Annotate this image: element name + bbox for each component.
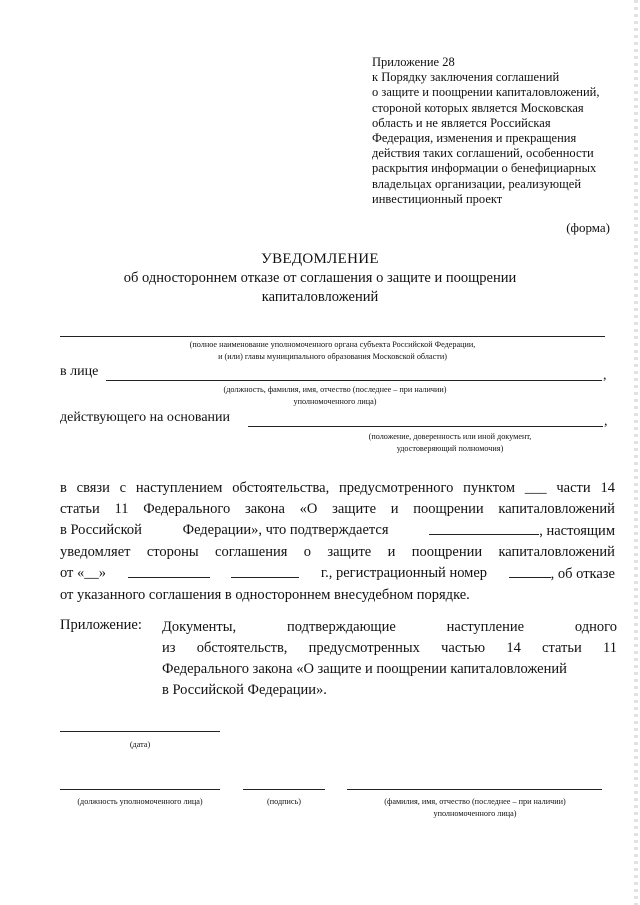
representative-hint [130, 384, 540, 408]
attachment-line [162, 617, 617, 638]
word: частью [441, 640, 486, 656]
appendix-line: к Порядку заключения соглашений [372, 70, 560, 85]
text-fragment: Федерации», что подтверждается [182, 522, 389, 538]
position-hint: (должность уполномоченного лица) [77, 797, 203, 806]
point-number-blank[interactable]: ___ [524, 480, 547, 496]
appendix-line: стороной которых является Московская [372, 100, 584, 115]
date-month-blank[interactable] [128, 563, 210, 585]
full-name-field[interactable] [347, 789, 602, 790]
date-year-blank[interactable] [231, 563, 299, 585]
word: соглашения [215, 544, 288, 560]
word: пунктом [463, 480, 516, 496]
word: и [390, 501, 399, 517]
paragraph-line [60, 563, 615, 585]
document-subtitle-cont: капиталовложений [261, 289, 379, 305]
document-title: УВЕДОМЛЕНИЕ [261, 251, 379, 267]
basis-hint [300, 431, 600, 455]
word: капиталовложений [498, 501, 615, 517]
organ-hint-line: (полное наименование уполномоченного органа субъекта Российской Федерации, [189, 340, 476, 349]
date-field[interactable] [60, 731, 220, 732]
word: 14 [600, 480, 615, 496]
text-fragment: от «__» [60, 565, 107, 581]
word: поощрении [413, 501, 484, 517]
date-hint: (дата) [129, 740, 151, 749]
text-fragment: , об отказе [550, 566, 615, 582]
appendix-reference [372, 55, 622, 207]
organ-hint-line: и (или) главы муниципального образования Московской области) [218, 352, 447, 361]
appendix-line: раскрытия информации о бенефициарных [372, 161, 597, 176]
organ-name-field[interactable] [60, 336, 605, 337]
paragraph-line [60, 542, 615, 563]
attachment-text [162, 617, 617, 701]
attachment-line [162, 659, 617, 680]
v-lice-comma: , [603, 368, 607, 383]
basis-hint-line: (положение, доверенность или иной документ, [368, 432, 532, 441]
text-fragment: Федерального закона «О защите и поощрении капиталовложений [162, 661, 567, 677]
word: части [556, 480, 591, 496]
paragraph-line [60, 499, 615, 520]
word: наступлением [135, 480, 223, 496]
organ-name-hint [60, 339, 605, 363]
word: связи [76, 480, 110, 496]
word: «О [299, 501, 318, 517]
word: обстоятельств, [196, 640, 288, 656]
word: защите [327, 544, 372, 560]
word: одного [574, 619, 617, 635]
word: из [162, 640, 176, 656]
word: о [303, 544, 311, 560]
appendix-line: область и не является Российская [372, 115, 551, 130]
paragraph-line [60, 585, 615, 606]
document-subtitle: об одностороннем отказе от соглашения о защите и поощрении [123, 270, 517, 286]
word: 11 [114, 501, 129, 517]
attachment-line [162, 638, 617, 659]
confirmation-blank[interactable] [429, 520, 615, 542]
signature-hint: (подпись) [267, 797, 301, 806]
word: уведомляет [60, 544, 131, 560]
text-fragment: г., регистрационный номер [320, 565, 488, 581]
text-fragment: в Российской Федерации». [162, 682, 327, 698]
notice-paragraph [60, 478, 615, 606]
person-hint-line: (должность, фамилия, имя, отчество (последнее – при наличии) [223, 385, 447, 394]
position-field[interactable] [60, 789, 220, 790]
v-lice-label: в лице [60, 364, 99, 379]
registration-number-blank[interactable] [509, 563, 615, 585]
form-marker: (форма) [566, 220, 610, 235]
word: капиталовложений [498, 544, 615, 560]
word: 14 [506, 640, 521, 656]
appendix-line: инвестиционный проект [372, 191, 503, 206]
text-fragment: от указанного соглашения в одностороннем внесудебном порядке. [60, 587, 470, 603]
word: наступление [446, 619, 525, 635]
appendix-line: Приложение 28 [372, 55, 455, 69]
signature-field[interactable] [243, 789, 325, 790]
word: Федерального [143, 501, 231, 517]
attachment-line [162, 680, 617, 701]
attachment-label: Приложение: [60, 617, 142, 633]
basis-comma: , [604, 414, 608, 429]
appendix-line: Федерация, изменения и прекращения [372, 131, 577, 146]
word: и [387, 544, 396, 560]
word: подтверждающие [286, 619, 396, 635]
word: поощрении [411, 544, 483, 560]
name-hint-line: (фамилия, имя, отчество (последнее – при наличии) [384, 797, 566, 806]
word: предусмотренного [339, 480, 454, 496]
full-name-hint [330, 796, 620, 820]
word: статьи [542, 640, 582, 656]
word: обстоятельства, [232, 480, 330, 496]
word: в [60, 480, 67, 496]
basis-label: действующего на основании [60, 410, 231, 425]
word: предусмотренных [308, 640, 420, 656]
paragraph-line [60, 478, 615, 499]
word: стороны [146, 544, 199, 560]
appendix-line: о защите и поощрении капиталовложений, [372, 85, 600, 100]
word: с [119, 480, 127, 496]
text-fragment: в Российской [60, 522, 142, 538]
word: Документы, [162, 619, 237, 635]
name-hint-line: уполномоченного лица) [433, 809, 517, 818]
person-hint-line: уполномоченного лица) [293, 397, 377, 406]
appendix-line: действия таких соглашений, особенности [372, 146, 594, 161]
appendix-line: владельцах организации, реализующей [372, 176, 582, 191]
paragraph-line [60, 520, 615, 542]
scan-edge-artifact [634, 0, 638, 905]
word: закона [244, 501, 285, 517]
text-fragment: , настоящим [539, 523, 615, 539]
word: статьи [60, 501, 100, 517]
word: 11 [602, 640, 617, 656]
basis-hint-line: удостоверяющий полномочия) [396, 444, 504, 453]
basis-field[interactable] [248, 426, 603, 427]
word: защите [332, 501, 377, 517]
representative-field[interactable] [106, 380, 602, 381]
